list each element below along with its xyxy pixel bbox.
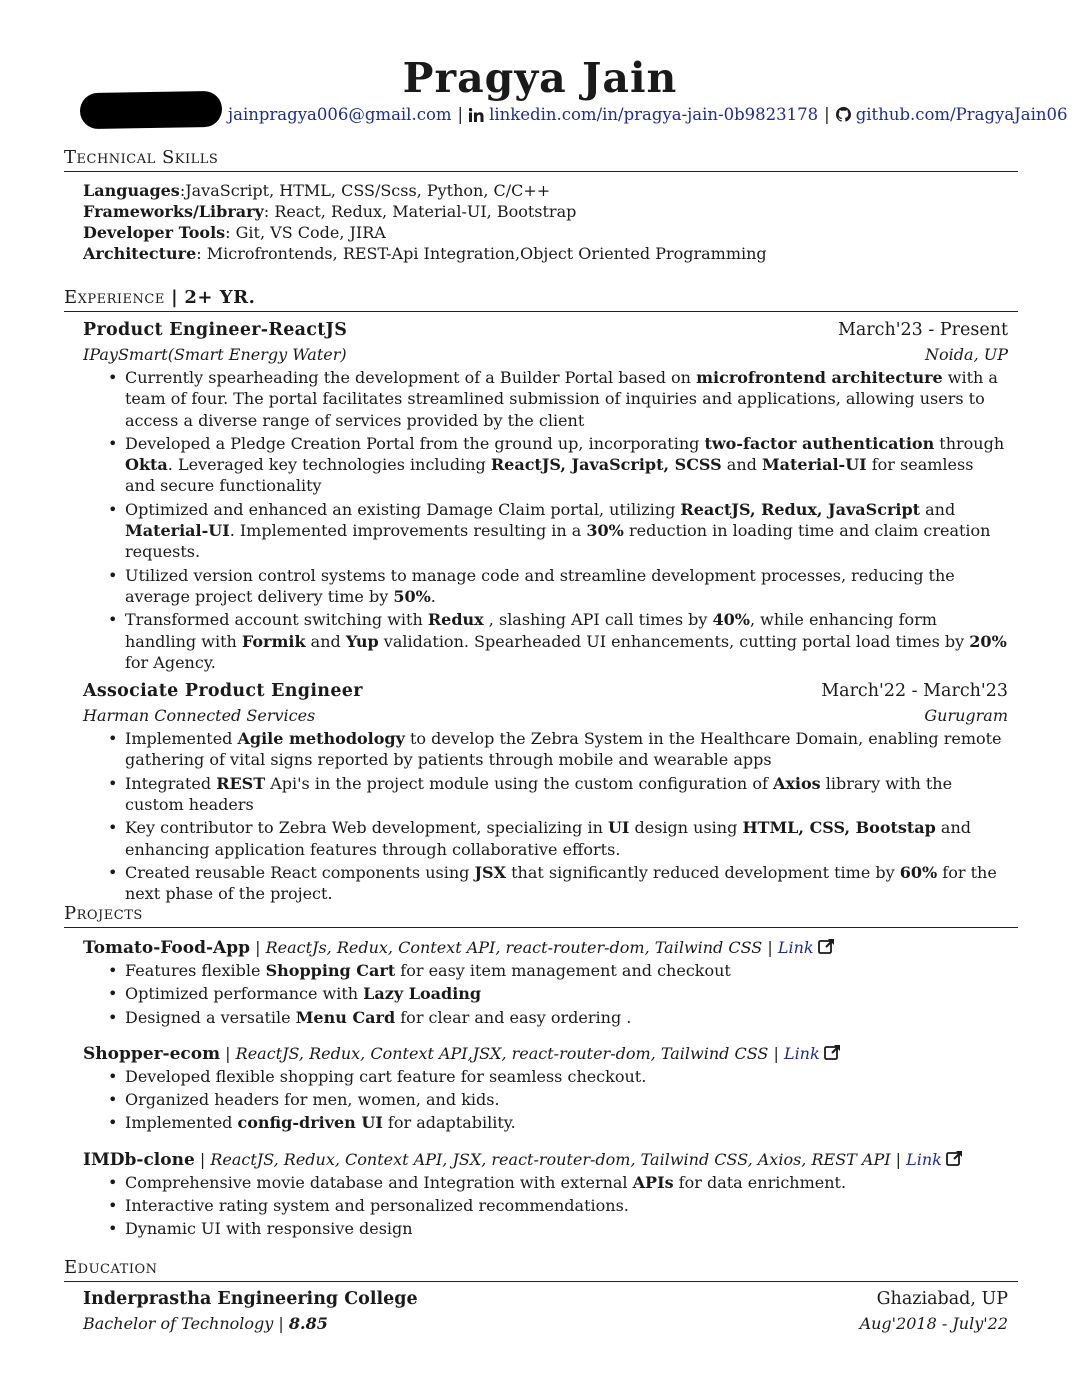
job-2-role: Associate Product Engineer: [83, 681, 363, 702]
external-link-icon[interactable]: [824, 1043, 841, 1066]
projects-heading: Projects: [64, 902, 1018, 928]
project-3-link[interactable]: Link: [906, 1149, 942, 1169]
linkedin-link[interactable]: linkedin.com/in/pragya-jain-0b9823178: [489, 105, 819, 124]
candidate-name: Pragya Jain: [402, 54, 678, 102]
bullet-item: • Organized headers for men, women, and kids.: [125, 1089, 1008, 1110]
project-3-header: IMDb-clone | ReactJS, Redux, Context API, JSX, react-router-dom, Tailwind CSS, Axios, REST API | Link: [83, 1148, 1008, 1172]
contact-separator: |: [457, 105, 464, 124]
skill-tools: Developer Tools: Git, VS Code, JIRA: [83, 223, 386, 242]
bullet-item: • Comprehensive movie database and Integration with external APIs for data enrichment.: [125, 1172, 1008, 1193]
contact-line: [0, 102, 1080, 128]
job-2-dates: March'22 - March'23: [821, 681, 1008, 702]
job-2-company: Harman Connected Services: [83, 706, 316, 726]
bullet-item: • Features flexible Shopping Cart for easy item management and checkout: [125, 960, 1008, 981]
linkedin-icon: [469, 104, 484, 130]
project-1-link[interactable]: Link: [777, 938, 814, 957]
education-dates: Aug'2018 - July'22: [859, 1314, 1008, 1333]
job-1-location: Noida, UP: [925, 345, 1008, 364]
gpa: 8.85: [288, 1314, 328, 1333]
education-entry: [64, 1282, 1018, 1336]
project-3-bullets: [83, 1172, 1008, 1240]
job-1-bullets: [83, 367, 1008, 673]
bullet-item: • Optimized performance with Lazy Loading: [125, 983, 1008, 1004]
skill-architecture: Architecture: Microfrontends, REST-Api Integration,Object Oriented Programming: [83, 244, 767, 263]
project-2-link[interactable]: Link: [783, 1043, 820, 1063]
github-icon: [836, 104, 851, 130]
skill-languages: Languages:JavaScript, HTML, CSS/Scss, Python, C/C++: [83, 181, 551, 200]
bullet-item: • Created reusable React components using JSX that significantly reduced development time by 60% for the next phase of the project.: [125, 862, 1008, 905]
project-3: [64, 1136, 1018, 1240]
bullet-item: • Interactive rating system and personalized recommendations.: [125, 1195, 1008, 1216]
experience-years: 2+ YR.: [184, 287, 256, 308]
project-1-header: Tomato-Food-App | ReactJs, Redux, Context API, react-router-dom, Tailwind CSS | Link: [83, 936, 1008, 960]
external-link-icon[interactable]: [946, 1149, 963, 1172]
experience-section: [64, 286, 1018, 907]
bullet-item: • Designed a versatile Menu Card for clear and easy ordering .: [125, 1007, 1008, 1028]
github-link[interactable]: github.com/PragyaJain06: [855, 105, 1068, 124]
project-2: [64, 1030, 1018, 1134]
bullet-item: • Implemented config-driven UI for adaptability.: [125, 1112, 1008, 1133]
job-1-role: Product Engineer-ReactJS: [83, 320, 348, 340]
project-2-bullets: [83, 1066, 1008, 1134]
bullet-item: • Integrated REST Api's in the project module using the custom configuration of Axios library with the custom headers: [125, 773, 1008, 816]
bullet-item: • Currently spearheading the development of a Builder Portal based on microfrontend architecture with a team of four. The portal facilitates streamlined submission of inquiries and applications, allowing users to access a diverse range of services provided by the client: [125, 367, 1008, 431]
bullet-item: • Dynamic UI with responsive design: [125, 1218, 1008, 1239]
job-1-dates: March'23 - Present: [837, 320, 1008, 340]
skills-section: [64, 146, 1018, 264]
job-2-location: Gurugram: [924, 706, 1008, 726]
school-name: Inderprastha Engineering College: [83, 1289, 418, 1309]
project-2-header: Shopper-ecom | ReactJS, Redux, Context API,JSX, react-router-dom, Tailwind CSS | Link: [83, 1042, 1008, 1066]
job-1: [64, 312, 1018, 673]
degree: Bachelor of Technology | 8.85: [83, 1314, 328, 1333]
bullet-item: • Optimized and enhanced an existing Damage Claim portal, utilizing ReactJS, Redux, JavaScript and Material-UI. Implemented improvements resulting in a 30% reduction in loading time and claim creation requests.: [125, 499, 1008, 563]
bullet-item: • Transformed account switching with Redux , slashing API call times by 40%, while enhancing form handling with Formik and Yup validation. Spearheaded UI enhancements, cutting portal load times by 20% for Agency.: [125, 609, 1008, 673]
job-2: [64, 675, 1018, 904]
project-1-bullets: [83, 960, 1008, 1028]
external-link-icon[interactable]: [818, 937, 835, 960]
bullet-item: • Developed flexible shopping cart feature for seamless checkout.: [125, 1066, 1008, 1087]
education-heading: Education: [64, 1256, 1018, 1282]
bullet-item: • Key contributor to Zebra Web development, specializing in UI design using HTML, CSS, Bootstap and enhancing application features through collaborative efforts.: [125, 817, 1008, 860]
school-location: Ghaziabad, UP: [876, 1289, 1008, 1309]
contact-separator: |: [824, 105, 830, 124]
bullet-item: • Developed a Pledge Creation Portal from the ground up, incorporating two-factor authentication through Okta. Leveraged key technologies including ReactJS, JavaScript, SCSS and Material-UI for seamless and secure functionality: [125, 433, 1008, 497]
skills-heading: Technical Skills: [64, 146, 1018, 172]
email-link[interactable]: jainpragya006@gmail.com: [228, 105, 452, 124]
education-section: [64, 1256, 1018, 1336]
job-1-company: IPaySmart(Smart Energy Water): [83, 345, 347, 364]
project-1: [64, 936, 1018, 1028]
experience-heading: Experience | 2+ YR.: [64, 286, 1018, 312]
skill-frameworks: Frameworks/Library: React, Redux, Material-UI, Bootstrap: [83, 202, 577, 221]
bullet-item: • Utilized version control systems to manage code and streamline development processes, reducing the average project delivery time by 50%.: [125, 565, 1008, 608]
bullet-item: • Implemented Agile methodology to develop the Zebra System in the Healthcare Domain, enabling remote gathering of vital signs reported by patients through mobile and wearable apps: [125, 728, 1008, 771]
skills-list: [64, 172, 1018, 264]
job-2-bullets: [83, 728, 1008, 904]
projects-section: [64, 902, 1018, 1242]
